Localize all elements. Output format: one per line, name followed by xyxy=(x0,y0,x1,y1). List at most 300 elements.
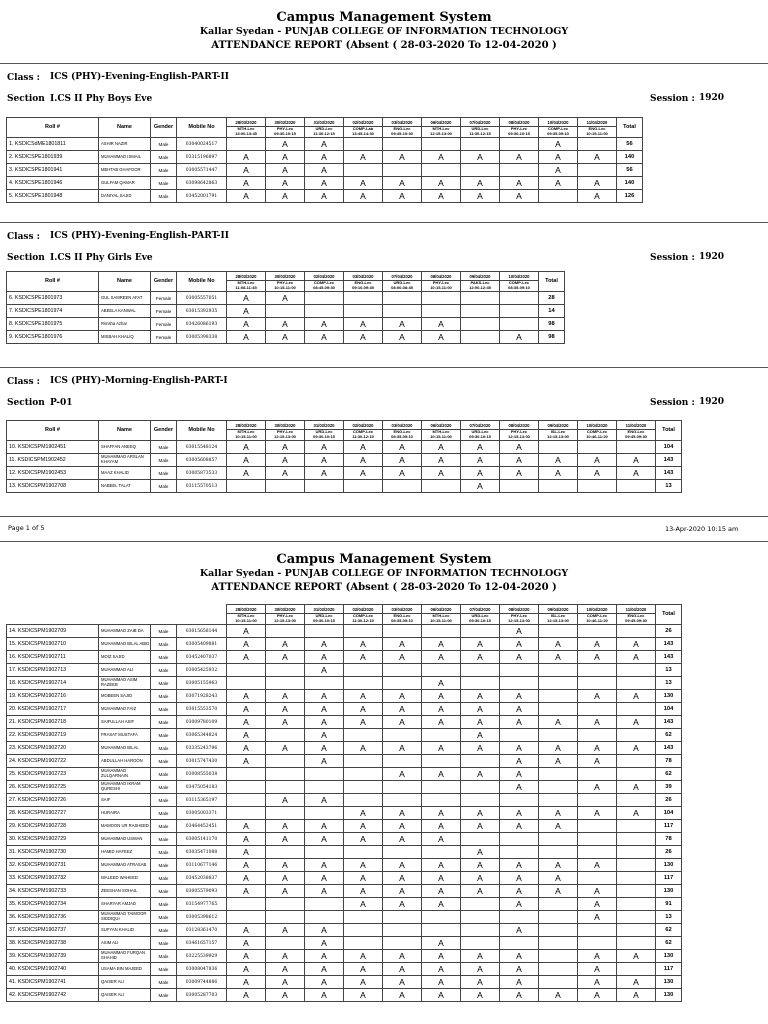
absence-mark: A xyxy=(266,742,305,755)
absence-mark xyxy=(539,190,578,203)
date-header: 28/03/2020 xyxy=(227,272,266,281)
lecture-subject: PHY-Lec xyxy=(276,126,294,132)
gender: Male xyxy=(151,164,177,177)
student-name: SUFYAN KHALID xyxy=(99,924,151,937)
lecture-header xyxy=(422,127,461,138)
attendance-table xyxy=(6,604,682,1002)
mobile-number: 03452407037 xyxy=(177,651,227,664)
absence-mark: A xyxy=(617,454,656,467)
lecture-time: 10:15-11:00 xyxy=(430,434,452,439)
absence-mark: A xyxy=(461,454,500,467)
absence-mark xyxy=(617,859,656,872)
roll-number: 2. KSDICSPE1801939 xyxy=(7,151,99,164)
gender: Male xyxy=(151,651,177,664)
student-name: GUL SAMREEN AFAT xyxy=(99,292,151,305)
student-name: QAISER ALI xyxy=(99,989,151,1002)
date-header: 11/04/2020 xyxy=(617,605,656,614)
mobile-number: 03475054183 xyxy=(177,781,227,794)
absence-mark xyxy=(578,794,617,807)
table-row xyxy=(7,807,682,820)
absence-mark: A xyxy=(461,651,500,664)
lecture-subject: ENG-Lec xyxy=(393,613,411,619)
class-name: ICS (PHY)-Evening-English-PART-II xyxy=(50,231,229,241)
mobile-number: 03154977765 xyxy=(177,898,227,911)
table-row xyxy=(7,742,682,755)
absence-mark xyxy=(617,872,656,885)
absence-mark: A xyxy=(578,911,617,924)
lecture-time: 09:30-10:15 xyxy=(469,618,491,623)
absence-mark: A xyxy=(539,651,578,664)
lecture-subject: MTH-Lec xyxy=(432,613,450,619)
absence-mark xyxy=(539,924,578,937)
absence-mark xyxy=(266,937,305,950)
absence-mark: A xyxy=(227,755,266,768)
absence-mark: A xyxy=(461,963,500,976)
report-system-title: Campus Management System xyxy=(276,552,492,567)
absence-mark: A xyxy=(617,638,656,651)
absence-mark: A xyxy=(305,885,344,898)
lecture-header xyxy=(305,127,344,138)
session-value: 1920 xyxy=(699,252,725,262)
table-row xyxy=(7,292,565,305)
absence-mark xyxy=(383,911,422,924)
absence-mark xyxy=(266,807,305,820)
absence-mark xyxy=(344,911,383,924)
absence-mark xyxy=(383,781,422,794)
absence-mark: A xyxy=(383,859,422,872)
mobile-number: 03035471088 xyxy=(177,846,227,859)
lecture-subject: PHY-Lec xyxy=(276,280,294,286)
lecture-time: 11:08-11:45 xyxy=(235,285,257,290)
absence-mark: A xyxy=(383,441,422,454)
absence-mark: A xyxy=(422,331,461,344)
mobile-number: 03040024517 xyxy=(177,138,227,151)
lecture-subject: MTH-Lec xyxy=(432,126,450,132)
roll-number: 24. KSDICSPM1902722 xyxy=(7,755,99,768)
column-header-name: Name xyxy=(99,118,151,138)
student-name: GULFAM QAMAR xyxy=(99,177,151,190)
absence-mark xyxy=(305,807,344,820)
session-label: Session : xyxy=(650,253,695,263)
absence-mark: A xyxy=(227,716,266,729)
mobile-number: 03005003371 xyxy=(177,807,227,820)
absence-mark: A xyxy=(578,976,617,989)
table-row xyxy=(7,937,682,950)
lecture-header xyxy=(578,614,617,625)
student-name: MAMOON UR RASHEED xyxy=(99,820,151,833)
date-header: 03/04/2020 xyxy=(383,605,422,614)
absence-mark: A xyxy=(266,441,305,454)
absence-mark: A xyxy=(500,177,539,190)
absence-mark xyxy=(344,292,383,305)
date-header: 28/03/2020 xyxy=(227,118,266,127)
absence-mark: A xyxy=(305,638,344,651)
absence-mark: A xyxy=(344,690,383,703)
absence-mark xyxy=(305,911,344,924)
absence-mark: A xyxy=(305,138,344,151)
absence-mark: A xyxy=(461,885,500,898)
roll-number: 38. KSDICSPM1902738 xyxy=(7,937,99,950)
absence-mark xyxy=(305,898,344,911)
absence-mark: A xyxy=(422,441,461,454)
mobile-number: 03015548124 xyxy=(177,441,227,454)
absence-mark: A xyxy=(461,872,500,885)
row-total: 62 xyxy=(656,924,682,937)
table-row xyxy=(7,138,643,151)
absence-mark xyxy=(578,872,617,885)
date-header: 06/04/2020 xyxy=(422,605,461,614)
absence-mark xyxy=(617,898,656,911)
absence-mark xyxy=(461,755,500,768)
mobile-number: 03464452451 xyxy=(177,820,227,833)
absence-mark: A xyxy=(461,690,500,703)
lecture-subject: COMP-Lec xyxy=(352,429,374,435)
absence-mark xyxy=(500,911,539,924)
absence-mark: A xyxy=(422,318,461,331)
student-name: FRASAT MUSTAFA xyxy=(99,729,151,742)
absence-mark xyxy=(617,768,656,781)
absence-mark xyxy=(305,625,344,638)
row-total: 130 xyxy=(656,690,682,703)
section-name: I.CS II Phy Boys Eve xyxy=(50,94,153,104)
absence-mark xyxy=(305,677,344,690)
absence-mark: A xyxy=(461,742,500,755)
absence-mark: A xyxy=(422,151,461,164)
mobile-number: 03009744886 xyxy=(177,976,227,989)
row-total: 98 xyxy=(539,331,565,344)
absence-mark xyxy=(578,164,617,177)
absence-mark xyxy=(344,846,383,859)
gender: Male xyxy=(151,716,177,729)
lecture-header xyxy=(305,281,344,292)
absence-mark: A xyxy=(266,177,305,190)
absence-mark: A xyxy=(500,898,539,911)
absence-mark xyxy=(539,833,578,846)
table-row xyxy=(7,651,682,664)
lecture-header xyxy=(266,614,305,625)
mobile-number: 03005571447 xyxy=(177,164,227,177)
row-total: 26 xyxy=(656,625,682,638)
absence-mark: A xyxy=(383,898,422,911)
student-name: SHARYAR AMJAD xyxy=(99,898,151,911)
absence-mark: A xyxy=(500,190,539,203)
absence-mark: A xyxy=(422,690,461,703)
absence-mark: A xyxy=(266,885,305,898)
absence-mark xyxy=(500,318,539,331)
mobile-number: 03335243796 xyxy=(177,742,227,755)
lecture-time: 09:45-09:30 xyxy=(625,618,647,623)
absence-mark: A xyxy=(266,950,305,963)
mobile-number: 03005557051 xyxy=(177,292,227,305)
student-name: MUHAMMAD BILAL xyxy=(99,742,151,755)
student-name: USAMA BIN MAJEED xyxy=(99,963,151,976)
absence-mark xyxy=(227,664,266,677)
roll-number: 5. KSDICSPE1801948 xyxy=(7,190,99,203)
absence-mark: A xyxy=(266,454,305,467)
absence-mark xyxy=(500,138,539,151)
absence-mark xyxy=(500,164,539,177)
lecture-header xyxy=(227,430,266,441)
student-name: HURAIRA xyxy=(99,807,151,820)
absence-mark xyxy=(383,677,422,690)
row-total: 13 xyxy=(656,677,682,690)
lecture-time: 08:45-09:30 xyxy=(313,285,335,290)
absence-mark xyxy=(617,755,656,768)
absence-mark xyxy=(344,924,383,937)
date-header: 02/04/2020 xyxy=(344,118,383,127)
lecture-subject: MTH-Lec xyxy=(237,613,255,619)
table-row xyxy=(7,781,682,794)
absence-mark: A xyxy=(227,318,266,331)
row-total: 130 xyxy=(656,859,682,872)
absence-mark: A xyxy=(461,976,500,989)
absence-mark: A xyxy=(305,794,344,807)
column-header-mobile: Mobile No xyxy=(177,421,227,441)
row-total: 56 xyxy=(617,138,643,151)
student-name: MUHAMMAD BILAL ABID xyxy=(99,638,151,651)
date-header: 28/03/2020 xyxy=(227,421,266,430)
column-header-name: Name xyxy=(99,272,151,292)
student-name: ABEELA KANWAL xyxy=(99,305,151,318)
absence-mark xyxy=(539,976,578,989)
absence-mark: A xyxy=(227,937,266,950)
absence-mark xyxy=(305,305,344,318)
roll-number: 1. KSDICSdME1801811 xyxy=(7,138,99,151)
absence-mark: A xyxy=(383,950,422,963)
date-header: 31/03/2020 xyxy=(305,605,344,614)
roll-number: 15. KSDICSPM1902710 xyxy=(7,638,99,651)
absence-mark: A xyxy=(422,807,461,820)
absence-mark: A xyxy=(461,820,500,833)
absence-mark xyxy=(578,138,617,151)
date-header: 08/04/2020 xyxy=(500,605,539,614)
date-header: 07/04/2020 xyxy=(461,421,500,430)
lecture-header xyxy=(227,127,266,138)
absence-mark: A xyxy=(383,454,422,467)
absence-mark xyxy=(227,677,266,690)
mobile-number: 03315196897 xyxy=(177,151,227,164)
lecture-header xyxy=(461,127,500,138)
roll-number: 10. KSDICSPM1902451 xyxy=(7,441,99,454)
gender: Male xyxy=(151,963,177,976)
absence-mark: A xyxy=(383,318,422,331)
date-header: 02/04/2020 xyxy=(305,272,344,281)
column-header-gender: Gender xyxy=(151,272,177,292)
absence-mark xyxy=(500,305,539,318)
absence-mark: A xyxy=(383,177,422,190)
absence-mark: A xyxy=(305,151,344,164)
student-name: HAMID HAFEEZ xyxy=(99,846,151,859)
absence-mark: A xyxy=(344,807,383,820)
absence-mark: A xyxy=(305,820,344,833)
absence-mark: A xyxy=(266,859,305,872)
absence-mark: A xyxy=(266,467,305,480)
gender: Male xyxy=(151,625,177,638)
absence-mark: A xyxy=(422,833,461,846)
lecture-subject: COMP-Lec xyxy=(586,429,608,435)
absence-mark: A xyxy=(305,924,344,937)
mobile-number: 03115570513 xyxy=(177,480,227,493)
group-1-rule xyxy=(0,222,768,223)
absence-mark xyxy=(617,924,656,937)
absence-mark xyxy=(539,441,578,454)
gender: Male xyxy=(151,664,177,677)
lecture-time: 09:35-09:10 xyxy=(547,131,569,136)
row-total: 62 xyxy=(656,768,682,781)
table-row xyxy=(7,833,682,846)
gender: Male xyxy=(151,846,177,859)
row-total: 62 xyxy=(656,937,682,950)
date-header: 08/04/2020 xyxy=(500,118,539,127)
lecture-header xyxy=(305,614,344,625)
absence-mark xyxy=(266,480,305,493)
group-2-rule xyxy=(0,367,768,368)
absence-mark: A xyxy=(422,872,461,885)
absence-mark xyxy=(539,690,578,703)
attendance-table xyxy=(6,420,682,493)
absence-mark: A xyxy=(344,859,383,872)
student-name: MUHAMMAD ARSLAN KHAYAM xyxy=(99,454,151,467)
section-label: Section xyxy=(7,94,45,104)
row-total: 98 xyxy=(539,318,565,331)
roll-number: 41. KSDICSPM1902741 xyxy=(7,976,99,989)
absence-mark: A xyxy=(227,454,266,467)
absence-mark xyxy=(617,794,656,807)
report-college-line: Kallar Syedan - PUNJAB COLLEGE OF INFORMATION TECHNOLOGY xyxy=(199,26,569,37)
row-total: 140 xyxy=(617,177,643,190)
row-total: 78 xyxy=(656,833,682,846)
absence-mark: A xyxy=(305,976,344,989)
lecture-subject: PAKS-Lec xyxy=(470,280,490,286)
lecture-subject: ENG-Lec xyxy=(393,429,411,435)
absence-mark: A xyxy=(305,963,344,976)
absence-mark xyxy=(617,441,656,454)
student-name: ASIM ALI xyxy=(99,937,151,950)
absence-mark: A xyxy=(617,690,656,703)
absence-mark xyxy=(461,898,500,911)
gender: Male xyxy=(151,454,177,467)
absence-mark: A xyxy=(617,807,656,820)
lecture-time: 12:15-13:00 xyxy=(274,434,296,439)
absence-mark: A xyxy=(578,151,617,164)
row-total: 13 xyxy=(656,911,682,924)
student-name: MUHAMMAD FAIZ xyxy=(99,703,151,716)
absence-mark: A xyxy=(500,716,539,729)
date-header: 02/04/2020 xyxy=(344,605,383,614)
row-total: 78 xyxy=(656,755,682,768)
table-row xyxy=(7,950,682,963)
absence-mark: A xyxy=(422,677,461,690)
absence-mark xyxy=(305,292,344,305)
mobile-number: 03005287703 xyxy=(177,989,227,1002)
absence-mark: A xyxy=(461,729,500,742)
row-total: 104 xyxy=(656,703,682,716)
absence-mark: A xyxy=(383,638,422,651)
absence-mark: A xyxy=(383,651,422,664)
date-header: 30/03/2020 xyxy=(266,421,305,430)
absence-mark: A xyxy=(578,807,617,820)
absence-mark xyxy=(578,833,617,846)
absence-mark xyxy=(617,911,656,924)
gender: Male xyxy=(151,872,177,885)
lecture-time: 09:45-10:30 xyxy=(391,131,413,136)
lecture-time: 09:10-09:45 xyxy=(352,285,374,290)
absence-mark: A xyxy=(227,467,266,480)
absence-mark xyxy=(578,625,617,638)
date-header: 30/03/2020 xyxy=(266,272,305,281)
mobile-number: 03005398612 xyxy=(177,911,227,924)
absence-mark xyxy=(539,729,578,742)
absence-mark: A xyxy=(305,703,344,716)
lecture-time: 10:46-11:20 xyxy=(586,434,608,439)
lecture-header xyxy=(539,614,578,625)
printed-timestamp: 13-Apr-2020 10:15 am xyxy=(665,525,739,533)
absence-mark: A xyxy=(617,651,656,664)
table-row xyxy=(7,625,682,638)
absence-mark xyxy=(305,480,344,493)
absence-mark: A xyxy=(266,872,305,885)
absence-mark: A xyxy=(227,331,266,344)
table-row xyxy=(7,794,682,807)
attendance-table xyxy=(6,271,565,344)
gender: Male xyxy=(151,911,177,924)
absence-mark xyxy=(422,305,461,318)
absence-mark: A xyxy=(539,820,578,833)
roll-number: 33. KSDICSPM1902732 xyxy=(7,872,99,885)
absence-mark: A xyxy=(578,898,617,911)
table-row xyxy=(7,467,682,480)
absence-mark xyxy=(578,924,617,937)
row-total: 26 xyxy=(656,794,682,807)
absence-mark xyxy=(461,318,500,331)
absence-mark: A xyxy=(344,742,383,755)
absence-mark: A xyxy=(383,716,422,729)
mobile-number: 03015553570 xyxy=(177,703,227,716)
lecture-subject: ENG-Lec xyxy=(627,613,645,619)
gender: Male xyxy=(151,898,177,911)
report-college-line: Kallar Syedan - PUNJAB COLLEGE OF INFORMATION TECHNOLOGY xyxy=(199,568,569,579)
absence-mark: A xyxy=(422,651,461,664)
absence-mark: A xyxy=(578,690,617,703)
absence-mark xyxy=(266,625,305,638)
table-row xyxy=(7,963,682,976)
lecture-header xyxy=(344,127,383,138)
student-name: MUHAMMAD TAIMOOR SIDDIQUI xyxy=(99,911,151,924)
absence-mark: A xyxy=(617,950,656,963)
student-name: MUHAMMAD ZAIB DA xyxy=(99,625,151,638)
row-total: 104 xyxy=(656,441,682,454)
absence-mark xyxy=(344,164,383,177)
mobile-number: 03071928243 xyxy=(177,690,227,703)
absence-mark: A xyxy=(461,716,500,729)
absence-mark: A xyxy=(305,755,344,768)
absence-mark: A xyxy=(266,716,305,729)
class-name: ICS (PHY)-Morning-English-PART-I xyxy=(50,376,228,386)
absence-mark xyxy=(383,292,422,305)
column-header-gender: Gender xyxy=(151,118,177,138)
mobile-number: 03225539929 xyxy=(177,950,227,963)
absence-mark: A xyxy=(344,963,383,976)
row-total: 126 xyxy=(617,190,643,203)
lecture-subject: PHY-Lec xyxy=(510,613,528,619)
date-header: 09/04/2020 xyxy=(539,605,578,614)
lecture-header xyxy=(539,430,578,441)
gender: Male xyxy=(151,950,177,963)
lecture-time: 13:00-13:45 xyxy=(235,131,257,136)
roll-number: 30. KSDICSPM1902729 xyxy=(7,833,99,846)
session-label: Session : xyxy=(650,398,695,408)
absence-mark xyxy=(461,833,500,846)
